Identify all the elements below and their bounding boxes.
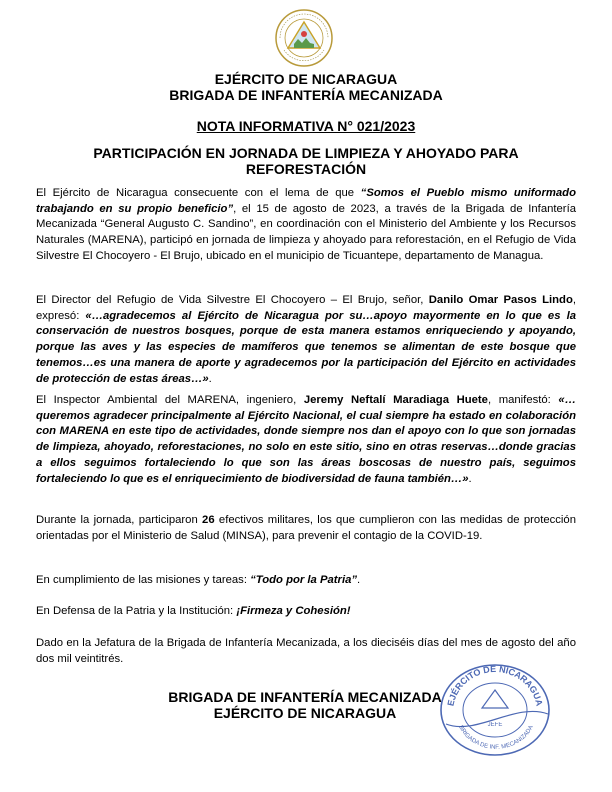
p2-quote: «…agradecemos al Ejército de Nicaragua por su…apoyo mayormente en lo que es la conservación de nuestros bosques, porque de esta manera estamos enriqueciendo y apoyando, porque las aves y las especies de mamíferos que tenemos se alimentan de este bosque que tenemos…es una manera de aporte y agradecemos por la participación del Ejército en actividades de protección de estas áreas…» [36, 309, 576, 385]
paragraph-1 [36, 186, 576, 265]
stamp-top-text: EJÉRCITO DE NICARAGUA [445, 663, 545, 707]
p3-text-c: . [468, 472, 472, 485]
paragraph-5 [36, 573, 576, 589]
p3-name: Jeremy Neftalí Maradiaga Huete [303, 394, 488, 406]
p2-text-a: El Director del Refugio de Vida Silvestre El Chocoyero – El Brujo, señor, [36, 294, 429, 306]
p2-text-b: , expresó: [36, 294, 576, 322]
signature-line1: BRIGADA DE INFANTERÍA MECANIZADA [168, 689, 442, 705]
coat-of-arms-icon [270, 8, 338, 68]
paragraph-6 [36, 604, 576, 620]
p3-text-a: El Inspector Ambiental del MARENA, ingeniero, [36, 394, 304, 406]
signature-line2: EJÉRCITO DE NICARAGUA [213, 705, 397, 721]
stamp-bottom-text: BRIGADA DE INF. MECANIZADA [457, 724, 535, 751]
document-title: PARTICIPACIÓN EN JORNADA DE LIMPIEZA Y AHOYADO PARA REFORESTACIÓN [93, 145, 519, 177]
paragraph-3 [36, 393, 576, 487]
header-line2: BRIGADA DE INFANTERÍA MECANIZADA [169, 87, 443, 103]
p2-text-c: . [208, 372, 212, 385]
svg-text:EJÉRCITO DE NICARAGUA [445, 664, 544, 707]
p5-text-a: En cumplimiento de las misiones y tareas: [36, 574, 251, 586]
p4-number: 26 [202, 514, 215, 526]
p3-quote: «…queremos agradecer principalmente al Ejército Nacional, el cual siempre ha estado en colaboración con MARENA en este tipo de actividades, donde siempre nos dan el apoyo con lo que son jornadas de limpieza, ahoyado, reforestaciones, no solo en este sitio, sino en otras reservas…donde gracias a ellos seguimos fortaleciendo lo que son las áreas boscosas de nuestro país, seguimos fortaleciendo lo que es el enriquecimiento de biodiversidad de fauna también…» [36, 394, 576, 485]
p1-quote: “Somos el Pueblo mismo uniformado trabajando en su propio beneficio” [36, 187, 576, 215]
p4-text-b: efectivos militares, los que cumplieron con las medidas de protección orientadas por el Ministerio de Salud (MINSA), para prevenir el contagio de la COVID-19. [36, 514, 577, 542]
stamp-center-text: JEFE [487, 722, 503, 728]
p6-text-a: En Defensa de la Patria y la Institución: [36, 605, 237, 617]
paragraph-2 [36, 293, 576, 387]
p5-text-c: . [357, 574, 361, 586]
p2-name: Danilo Omar Pasos Lindo [428, 294, 573, 306]
p6-quote: ¡Firmeza y Cohesión! [236, 605, 351, 617]
p5-quote: “Todo por la Patria” [250, 574, 358, 586]
nota-number: NOTA INFORMATIVA N° 021/2023 [196, 118, 416, 134]
p1-text-a: El Ejército de Nicaragua consecuente con el lema de que [36, 187, 361, 199]
p1-text-b: , el 15 de agosto de 2023, a través de la Brigada de Infantería Mecanizada “General Augusto C. Sandino”, en coordinación con el Ministerio del Ambiente y los Recursos Naturales (MARENA), participó en jornada de limpieza y ahoyado para reforestación, en el Refugio de Vida Silvestre El Chocoyero - El Brujo, ubicado en el municipio de Ticuantepe, departamento de Managua. [36, 202, 576, 262]
paragraph-7: Dado en la Jefatura de la Brigada de Infantería Mecanizada, a los dieciséis días del mes de agosto del año dos mil veintitrés. [36, 637, 576, 665]
official-stamp-icon [436, 662, 554, 758]
p3-text-b: , manifestó: [487, 394, 559, 406]
paragraph-4 [36, 513, 576, 544]
svg-text:BRIGADA DE INF. MECANIZADA [457, 725, 534, 751]
p4-text-a: Durante la jornada, participaron [36, 514, 203, 526]
header-line1: EJÉRCITO DE NICARAGUA [214, 71, 398, 87]
